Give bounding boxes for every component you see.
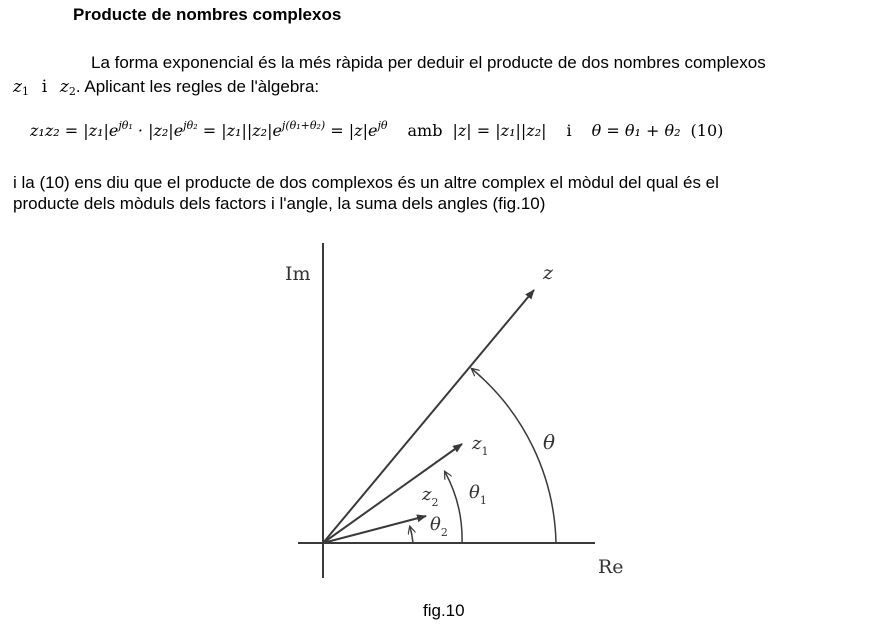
figure-caption: fig.10 xyxy=(423,601,465,620)
z1-symbol: z1 xyxy=(13,77,29,98)
arc-theta2 xyxy=(410,527,413,543)
label-z: z xyxy=(543,262,554,284)
z2-symbol: z2 xyxy=(59,77,76,98)
eq-i: i xyxy=(566,121,572,140)
eq-exp3: j(θ₁+θ₂) xyxy=(281,119,326,132)
conclusion-line-2: producte dels mòduls dels factors i l'angle, la suma dels angles (fig.10) xyxy=(13,194,546,213)
label-z2: $z_2$ xyxy=(422,484,439,509)
eq-e3: e xyxy=(272,121,282,140)
label-theta2: $\theta_2$ xyxy=(430,514,448,539)
eq-dot: · |z₂| xyxy=(132,121,174,140)
label-z1: $z_1$ xyxy=(472,433,489,458)
vector-z xyxy=(323,290,534,543)
intro-line-2-text: . Aplicant les regles de l'àlgebra: xyxy=(75,77,320,96)
eq-exp1: jθ₁ xyxy=(118,119,133,132)
eq-e1: e xyxy=(108,121,119,140)
eq-exp4: jθ xyxy=(377,119,388,132)
eq-exp2: jθ₂ xyxy=(183,119,198,132)
eq-number: (10) xyxy=(690,121,724,140)
intro-line-1: La forma exponencial és la més ràpida per deduir el producte de dos nombres complexos xyxy=(91,53,766,72)
eq-e2: e xyxy=(173,121,184,140)
eq-e4: e xyxy=(368,121,378,140)
eq-angle: θ = θ₁ + θ₂ xyxy=(591,121,681,140)
page-title: Producte de nombres complexos xyxy=(73,5,342,24)
eq-mid2: = |z| xyxy=(325,121,368,140)
label-im: Im xyxy=(285,263,311,285)
eq-amb: amb xyxy=(407,121,443,140)
conclusion-line-1: i la (10) ens diu que el producte de dos complexos és un altre complex el mòdul del qual és el xyxy=(13,173,719,192)
eq-modulus: |z| = |z₁||z₂| xyxy=(452,121,547,140)
eq-mid: = |z₁||z₂| xyxy=(197,121,273,140)
label-theta: θ xyxy=(543,430,556,454)
label-theta1: $\theta_1$ xyxy=(469,482,487,507)
conjunction-i: i xyxy=(41,77,48,97)
eq-lhs: z₁z₂ = |z₁| xyxy=(30,121,109,140)
label-re: Re xyxy=(598,556,624,578)
